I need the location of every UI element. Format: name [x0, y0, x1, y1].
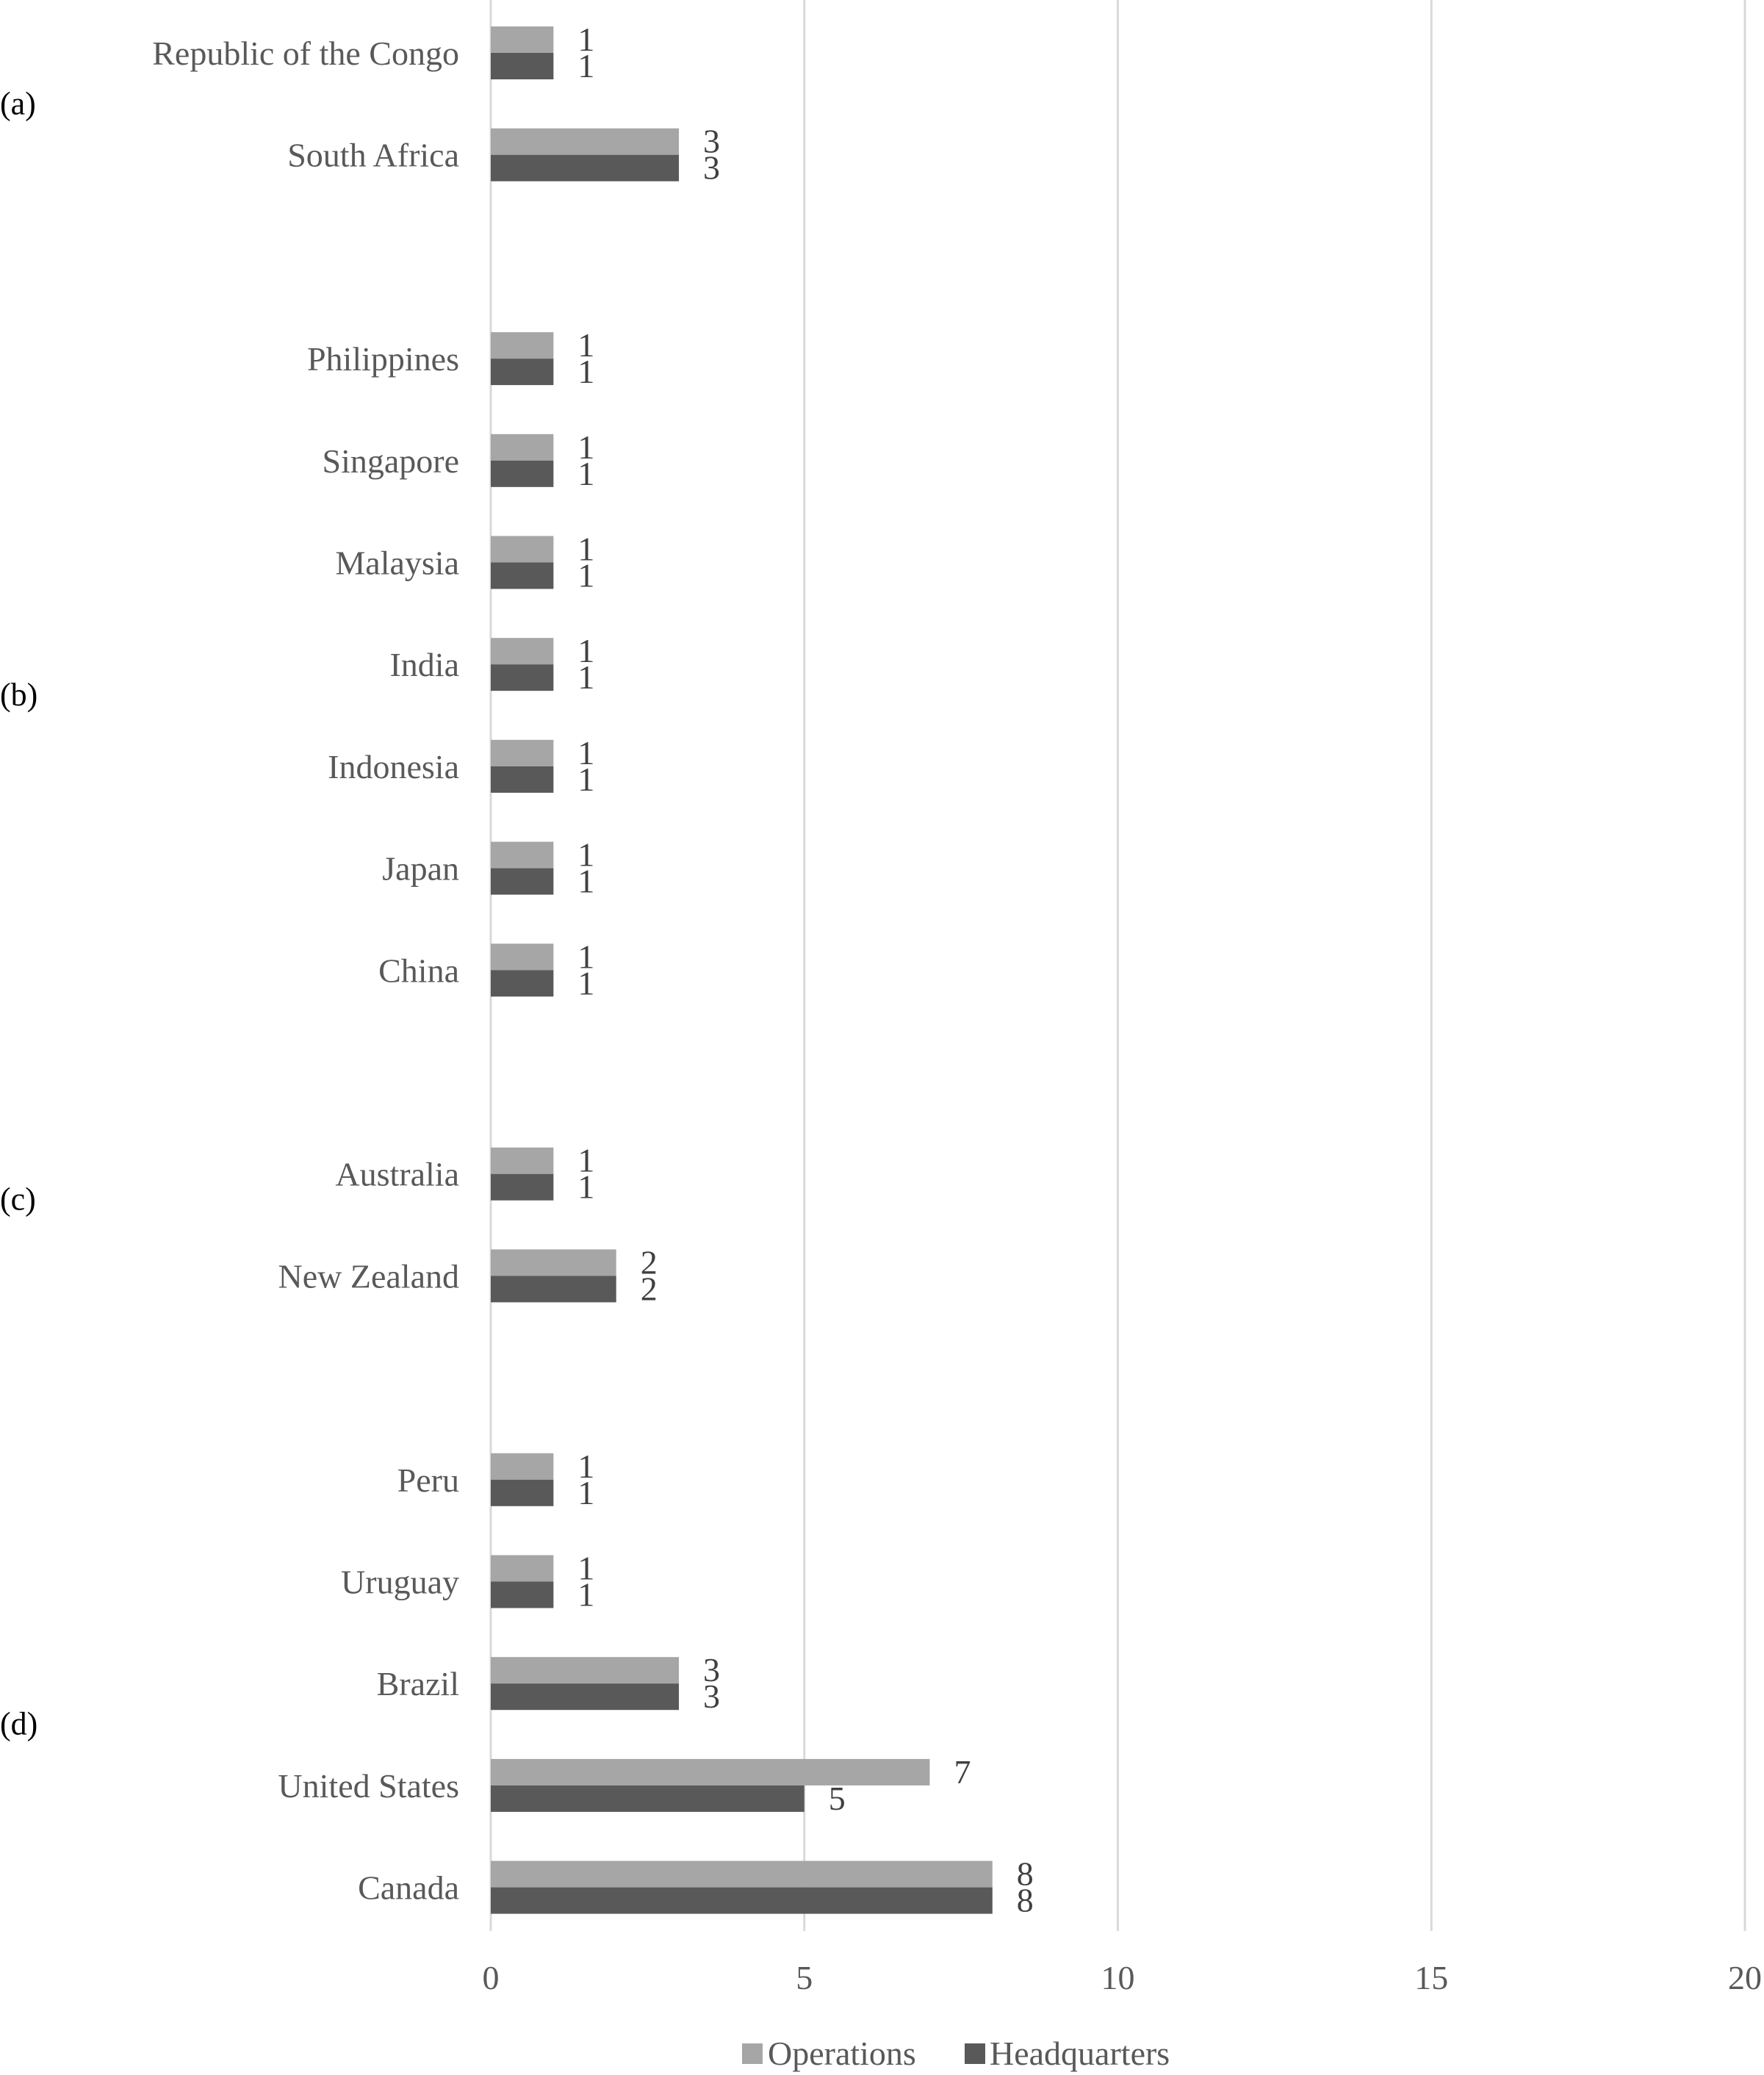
bar-operations	[491, 740, 553, 766]
category-label: Australia	[335, 1155, 459, 1193]
bar-operations	[491, 1657, 679, 1683]
data-label-headquarters: 1	[577, 454, 595, 492]
bar-headquarters	[491, 1683, 679, 1710]
group-label: (b)	[0, 676, 38, 713]
data-label-operations: 1	[577, 21, 595, 58]
data-label-headquarters: 1	[577, 964, 595, 1002]
data-label-headquarters: 1	[577, 1473, 595, 1511]
x-tick-label: 5	[796, 1959, 813, 1996]
bar-headquarters	[491, 869, 553, 895]
data-label-headquarters: 1	[577, 556, 595, 594]
bar-operations	[491, 434, 553, 461]
gridlines	[491, 0, 1745, 1931]
data-label-headquarters: 1	[577, 658, 595, 697]
data-label-headquarters: 1	[577, 47, 595, 84]
category-label: Philippines	[306, 340, 459, 378]
data-label-operations: 1	[577, 530, 595, 568]
category-label: Peru	[397, 1461, 459, 1499]
data-label-operations: 1	[577, 938, 595, 976]
bar-headquarters	[491, 1582, 553, 1608]
data-label-headquarters: 3	[703, 148, 721, 187]
category-label: Indonesia	[328, 747, 459, 785]
category-label: India	[389, 646, 459, 684]
bar-operations	[491, 26, 553, 53]
data-label-operations: 8	[1016, 1855, 1034, 1893]
data-label-headquarters: 2	[640, 1270, 658, 1308]
data-label-headquarters: 1	[577, 760, 595, 798]
x-tick-label: 20	[1728, 1959, 1762, 1996]
bar-operations	[491, 536, 553, 563]
bar-headquarters	[491, 1785, 804, 1812]
category-label: Republic of the Congo	[152, 35, 459, 72]
category-label: Singapore	[322, 442, 459, 480]
bar-operations	[491, 1759, 929, 1785]
data-label-headquarters: 8	[1016, 1881, 1034, 1919]
data-label-operations: 1	[577, 835, 595, 874]
category-label: China	[378, 952, 459, 990]
data-label-operations: 2	[640, 1243, 658, 1281]
category-label: Malaysia	[335, 544, 459, 582]
data-label-headquarters: 1	[577, 353, 595, 391]
x-tick-label: 15	[1414, 1959, 1449, 1996]
x-tick-label: 10	[1101, 1959, 1135, 1996]
bar-headquarters	[491, 766, 553, 793]
data-label-operations: 1	[577, 1141, 595, 1179]
bar-operations	[491, 1453, 553, 1480]
bars	[491, 26, 993, 1914]
group-label: (d)	[0, 1705, 38, 1742]
bar-headquarters	[491, 970, 553, 996]
bar-operations	[491, 332, 553, 359]
bar-headquarters	[491, 1174, 553, 1201]
data-label-operations: 1	[577, 326, 595, 364]
data-label-operations: 1	[577, 428, 595, 466]
bar-headquarters	[491, 664, 553, 691]
legend	[742, 2035, 1170, 2072]
category-label: Canada	[358, 1869, 459, 1907]
bar-headquarters	[491, 563, 553, 589]
bar-operations	[491, 1556, 553, 1582]
category-label: Brazil	[376, 1665, 459, 1703]
bar-headquarters	[491, 461, 553, 487]
bar-headquarters	[491, 1276, 616, 1302]
group-label: (a)	[0, 85, 36, 122]
bar-headquarters	[491, 1888, 993, 1914]
bar-operations	[491, 1861, 993, 1888]
bar-operations	[491, 1148, 553, 1174]
data-label-headquarters: 5	[828, 1779, 846, 1817]
bar-operations	[491, 1249, 616, 1276]
category-label: South Africa	[287, 136, 459, 174]
data-label-operations: 3	[703, 1651, 721, 1689]
legend-swatch-operations	[742, 2043, 763, 2064]
bar-operations	[491, 943, 553, 970]
data-label-operations: 1	[577, 632, 595, 670]
bar-headquarters	[491, 1480, 553, 1506]
legend-label-headquarters: Headquarters	[990, 2035, 1170, 2072]
x-tick-label: 0	[482, 1959, 500, 1996]
data-label-headquarters: 1	[577, 862, 595, 900]
category-label: United States	[278, 1766, 459, 1805]
data-label-operations: 3	[703, 122, 721, 160]
data-label-operations: 7	[954, 1752, 971, 1791]
bar-operations	[491, 842, 553, 869]
group-label: (c)	[0, 1181, 36, 1218]
category-label: Uruguay	[341, 1563, 459, 1601]
bar-headquarters	[491, 53, 553, 79]
category-label: Japan	[382, 849, 459, 888]
data-label-headquarters: 3	[703, 1677, 721, 1716]
data-label-operations: 1	[577, 733, 595, 772]
bar-headquarters	[491, 359, 553, 385]
data-label-headquarters: 1	[577, 1168, 595, 1206]
data-label-operations: 1	[577, 1447, 595, 1485]
legend-swatch-headquarters	[965, 2043, 985, 2064]
labels	[0, 21, 1762, 1996]
bar-operations	[491, 129, 679, 155]
bar-operations	[491, 638, 553, 664]
bar-headquarters	[491, 155, 679, 181]
category-label: New Zealand	[278, 1257, 459, 1295]
data-label-headquarters: 1	[577, 1575, 595, 1614]
legend-label-operations: Operations	[768, 2035, 916, 2072]
data-label-operations: 1	[577, 1549, 595, 1587]
